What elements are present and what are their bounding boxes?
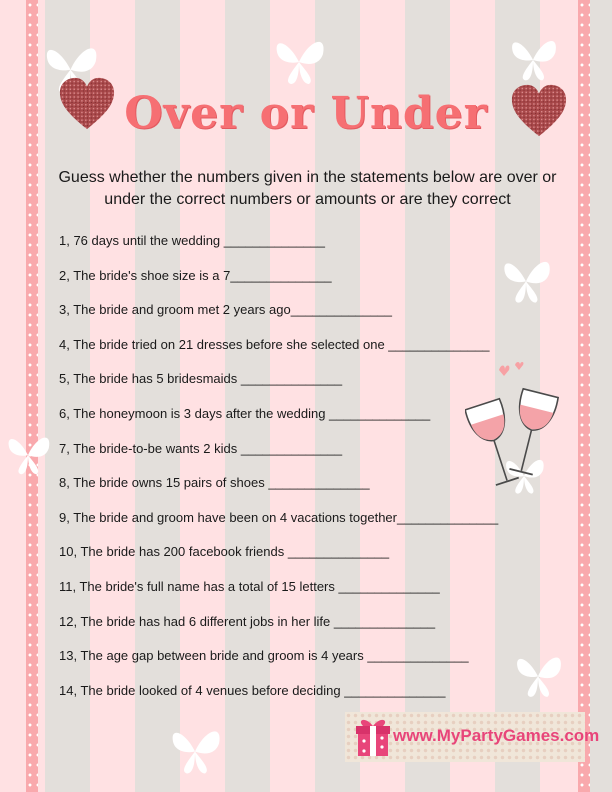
butterfly-icon xyxy=(2,428,54,478)
question-item: 11, The bride's full name has a total of 15 letters ______________ xyxy=(59,578,440,594)
question-item: 4, The bride tried on 21 dresses before she selected one ______________ xyxy=(59,336,490,352)
question-item: 3, The bride and groom met 2 years ago______________ xyxy=(59,302,392,318)
website-banner xyxy=(345,712,600,762)
instructions-text: Guess whether the numbers given in the statements below are over or under the correct numbers or amounts or are they correct xyxy=(58,169,557,208)
butterfly-icon xyxy=(165,718,225,780)
question-item: 8, The bride owns 15 pairs of shoes ______________ xyxy=(59,475,370,491)
butterfly-icon xyxy=(505,30,561,85)
question-item: 12, The bride has had 6 different jobs in her life ______________ xyxy=(59,613,436,629)
website-link[interactable]: www.MyPartyGames.com xyxy=(393,726,600,745)
gift-icon xyxy=(355,714,391,758)
question-item: 5, The bride has 5 bridesmaids ______________ xyxy=(59,371,343,387)
question-item: 13, The age gap between bride and groom is 4 years ______________ xyxy=(59,648,469,664)
butterfly-icon xyxy=(510,648,566,700)
butterfly-icon xyxy=(268,32,330,87)
question-item: 1, 76 days until the wedding ______________ xyxy=(59,233,325,248)
page-title: Over or Under xyxy=(124,88,488,139)
champagne-glasses-icon xyxy=(465,362,560,502)
butterfly-icon xyxy=(497,250,555,308)
question-item: 6, The honeymoon is 3 days after the wedding ______________ xyxy=(59,405,431,421)
question-item: 2, The bride's shoe size is a 7______________ xyxy=(59,267,332,283)
question-item: 7, The bride-to-be wants 2 kids ______________ xyxy=(59,440,343,456)
question-item: 9, The bride and groom have been on 4 vacations together______________ xyxy=(59,509,499,525)
question-item: 14, The bride looked of 4 venues before deciding ______________ xyxy=(59,682,446,698)
question-list xyxy=(59,232,498,716)
question-item: 10, The bride has 200 facebook friends ______________ xyxy=(59,544,390,560)
